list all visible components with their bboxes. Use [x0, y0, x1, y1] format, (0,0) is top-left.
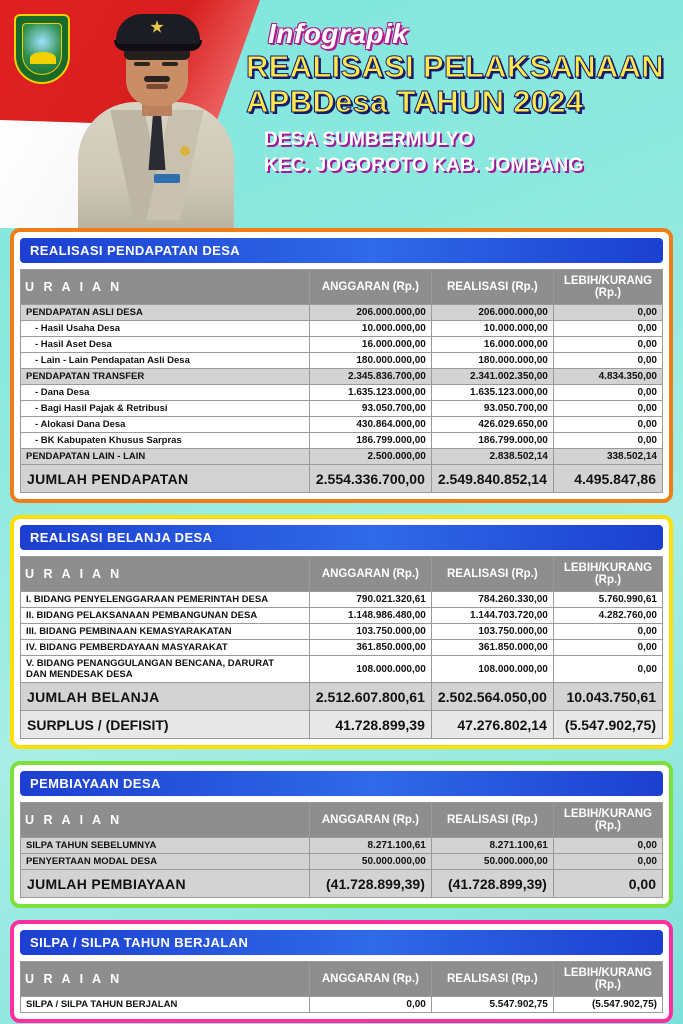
row-label: IV. BIDANG PEMBERDAYAAN MASYARAKAT	[21, 640, 310, 656]
table-pendapatan	[20, 269, 663, 493]
infographic-label: Infograpik	[268, 18, 409, 49]
regency-crest-icon	[14, 14, 70, 84]
column-header-uraian: U R A I A N	[21, 803, 310, 838]
table-total-row	[21, 683, 663, 711]
table-row	[21, 592, 663, 608]
row-value-realisasi: 8.271.100,61	[431, 838, 553, 854]
total-value-selisih: 0,00	[553, 870, 662, 898]
table-row	[21, 997, 663, 1013]
column-header-selisih: LEBIH/KURANG (Rp.)	[553, 557, 662, 592]
row-value-anggaran: 2.500.000,00	[309, 449, 431, 465]
table-row	[21, 321, 663, 337]
table-header-row	[21, 803, 663, 838]
section-heading-silpa: SILPA / SILPA TAHUN BERJALAN	[20, 930, 663, 955]
column-header-anggaran: ANGGARAN (Rp.)	[309, 270, 431, 305]
total-value-realisasi: 47.276.802,14	[431, 711, 553, 739]
section-pembiayaan	[10, 761, 673, 908]
row-label: PENDAPATAN TRANSFER	[21, 369, 310, 385]
row-value-selisih: 0,00	[553, 353, 662, 369]
page-header	[0, 0, 683, 228]
table-header-row	[21, 270, 663, 305]
section-pendapatan	[10, 228, 673, 503]
table-row	[21, 337, 663, 353]
row-label: SILPA / SILPA TAHUN BERJALAN	[21, 997, 310, 1013]
row-value-anggaran: 16.000.000,00	[309, 337, 431, 353]
column-header-anggaran: ANGGARAN (Rp.)	[309, 962, 431, 997]
row-value-anggaran: 790.021.320,61	[309, 592, 431, 608]
row-value-anggaran: 50.000.000,00	[309, 854, 431, 870]
row-value-realisasi: 1.635.123.000,00	[431, 385, 553, 401]
page-title-line1: REALISASI PELAKSANAAN	[246, 49, 664, 84]
row-label: - Hasil Aset Desa	[21, 337, 310, 353]
row-label: - Dana Desa	[21, 385, 310, 401]
row-label: V. BIDANG PENANGGULANGAN BENCANA, DARURAT DAN MENDESAK DESA	[21, 656, 310, 683]
column-header-realisasi: REALISASI (Rp.)	[431, 962, 553, 997]
row-label: - BK Kabupaten Khusus Sarpras	[21, 433, 310, 449]
table-pembiayaan	[20, 802, 663, 898]
row-value-anggaran: 93.050.700,00	[309, 401, 431, 417]
row-value-selisih: 5.760.990,61	[553, 592, 662, 608]
column-header-realisasi: REALISASI (Rp.)	[431, 557, 553, 592]
row-value-realisasi: 361.850.000,00	[431, 640, 553, 656]
row-value-anggaran: 1.635.123.000,00	[309, 385, 431, 401]
column-header-selisih: LEBIH/KURANG (Rp.)	[553, 803, 662, 838]
total-label: JUMLAH PEMBIAYAAN	[21, 870, 310, 898]
table-row	[21, 433, 663, 449]
column-header-anggaran: ANGGARAN (Rp.)	[309, 803, 431, 838]
row-value-anggaran: 361.850.000,00	[309, 640, 431, 656]
row-value-anggaran: 8.271.100,61	[309, 838, 431, 854]
total-value-realisasi: (41.728.899,39)	[431, 870, 553, 898]
table-row	[21, 385, 663, 401]
row-value-selisih: 0,00	[553, 417, 662, 433]
row-value-realisasi: 2.838.502,14	[431, 449, 553, 465]
row-value-anggaran: 0,00	[309, 997, 431, 1013]
total-value-selisih: 4.495.847,86	[553, 465, 662, 493]
sections-container	[0, 228, 683, 1023]
table-row	[21, 417, 663, 433]
row-value-realisasi: 1.144.703.720,00	[431, 608, 553, 624]
row-value-realisasi: 5.547.902,75	[431, 997, 553, 1013]
row-value-anggaran: 10.000.000,00	[309, 321, 431, 337]
total-label: JUMLAH PENDAPATAN	[21, 465, 310, 493]
table-row	[21, 353, 663, 369]
row-value-realisasi: 103.750.000,00	[431, 624, 553, 640]
village-head-photo	[70, 6, 240, 228]
column-header-anggaran: ANGGARAN (Rp.)	[309, 557, 431, 592]
table-row	[21, 449, 663, 465]
row-value-selisih: 0,00	[553, 640, 662, 656]
table-silpa	[20, 961, 663, 1013]
row-value-realisasi: 16.000.000,00	[431, 337, 553, 353]
row-value-selisih: 4.834.350,00	[553, 369, 662, 385]
row-value-selisih: 0,00	[553, 401, 662, 417]
column-header-realisasi: REALISASI (Rp.)	[431, 803, 553, 838]
row-value-realisasi: 93.050.700,00	[431, 401, 553, 417]
table-row	[21, 305, 663, 321]
row-value-selisih: 4.282.760,00	[553, 608, 662, 624]
table-row	[21, 608, 663, 624]
total-value-anggaran: 2.512.607.800,61	[309, 683, 431, 711]
table-belanja	[20, 556, 663, 739]
row-value-selisih: 0,00	[553, 433, 662, 449]
section-heading-pendapatan: REALISASI PENDAPATAN DESA	[20, 238, 663, 263]
table-row	[21, 401, 663, 417]
total-value-anggaran: (41.728.899,39)	[309, 870, 431, 898]
row-value-selisih: 0,00	[553, 624, 662, 640]
total-label: JUMLAH BELANJA	[21, 683, 310, 711]
column-header-uraian: U R A I A N	[21, 557, 310, 592]
row-value-selisih: 0,00	[553, 385, 662, 401]
row-value-selisih: 0,00	[553, 838, 662, 854]
row-value-realisasi: 206.000.000,00	[431, 305, 553, 321]
total-value-realisasi: 2.502.564.050,00	[431, 683, 553, 711]
table-total-row	[21, 870, 663, 898]
table-row	[21, 656, 663, 683]
title-block	[246, 18, 676, 177]
total-value-realisasi: 2.549.840.852,14	[431, 465, 553, 493]
table-row	[21, 838, 663, 854]
row-value-anggaran: 180.000.000,00	[309, 353, 431, 369]
section-heading-pembiayaan: PEMBIAYAAN DESA	[20, 771, 663, 796]
table-total-row	[21, 465, 663, 493]
row-value-realisasi: 108.000.000,00	[431, 656, 553, 683]
village-name: DESA SUMBERMULYO	[264, 129, 474, 151]
total-value-selisih: (5.547.902,75)	[553, 711, 662, 739]
row-label: - Bagi Hasil Pajak & Retribusi	[21, 401, 310, 417]
table-row	[21, 640, 663, 656]
row-value-anggaran: 2.345.836.700,00	[309, 369, 431, 385]
table-row	[21, 369, 663, 385]
row-label: - Alokasi Dana Desa	[21, 417, 310, 433]
row-label: II. BIDANG PELAKSANAAN PEMBANGUNAN DESA	[21, 608, 310, 624]
row-label: SILPA TAHUN SEBELUMNYA	[21, 838, 310, 854]
row-value-selisih: (5.547.902,75)	[553, 997, 662, 1013]
total-value-anggaran: 2.554.336.700,00	[309, 465, 431, 493]
row-label: - Hasil Usaha Desa	[21, 321, 310, 337]
row-value-selisih: 0,00	[553, 656, 662, 683]
row-label: PENYERTAAN MODAL DESA	[21, 854, 310, 870]
section-belanja	[10, 515, 673, 749]
total-value-selisih: 10.043.750,61	[553, 683, 662, 711]
column-header-realisasi: REALISASI (Rp.)	[431, 270, 553, 305]
row-value-realisasi: 426.029.650,00	[431, 417, 553, 433]
row-value-selisih: 0,00	[553, 337, 662, 353]
row-label: PENDAPATAN LAIN - LAIN	[21, 449, 310, 465]
table-total-row	[21, 711, 663, 739]
row-value-anggaran: 1.148.986.480,00	[309, 608, 431, 624]
row-value-realisasi: 2.341.002.350,00	[431, 369, 553, 385]
row-label: PENDAPATAN ASLI DESA	[21, 305, 310, 321]
row-value-realisasi: 50.000.000,00	[431, 854, 553, 870]
row-label: - Lain - Lain Pendapatan Asli Desa	[21, 353, 310, 369]
row-value-anggaran: 103.750.000,00	[309, 624, 431, 640]
column-header-selisih: LEBIH/KURANG (Rp.)	[553, 270, 662, 305]
column-header-uraian: U R A I A N	[21, 962, 310, 997]
total-label: SURPLUS / (DEFISIT)	[21, 711, 310, 739]
table-header-row	[21, 962, 663, 997]
table-row	[21, 624, 663, 640]
district-name: KEC. JOGOROTO KAB. JOMBANG	[264, 155, 584, 177]
column-header-selisih: LEBIH/KURANG (Rp.)	[553, 962, 662, 997]
page-title-line2: APBDesa TAHUN 2024	[246, 83, 584, 119]
row-value-realisasi: 10.000.000,00	[431, 321, 553, 337]
row-value-anggaran: 206.000.000,00	[309, 305, 431, 321]
table-row	[21, 854, 663, 870]
column-header-uraian: U R A I A N	[21, 270, 310, 305]
row-value-anggaran: 430.864.000,00	[309, 417, 431, 433]
row-value-anggaran: 186.799.000,00	[309, 433, 431, 449]
row-value-realisasi: 186.799.000,00	[431, 433, 553, 449]
table-header-row	[21, 557, 663, 592]
row-label: III. BIDANG PEMBINAAN KEMASYARAKATAN	[21, 624, 310, 640]
row-value-anggaran: 108.000.000,00	[309, 656, 431, 683]
total-value-anggaran: 41.728.899,39	[309, 711, 431, 739]
row-label: I. BIDANG PENYELENGGARAAN PEMERINTAH DESA	[21, 592, 310, 608]
row-value-realisasi: 180.000.000,00	[431, 353, 553, 369]
row-value-selisih: 0,00	[553, 854, 662, 870]
row-value-selisih: 338.502,14	[553, 449, 662, 465]
section-heading-belanja: REALISASI BELANJA DESA	[20, 525, 663, 550]
section-silpa	[10, 920, 673, 1023]
row-value-selisih: 0,00	[553, 305, 662, 321]
row-value-realisasi: 784.260.330,00	[431, 592, 553, 608]
row-value-selisih: 0,00	[553, 321, 662, 337]
